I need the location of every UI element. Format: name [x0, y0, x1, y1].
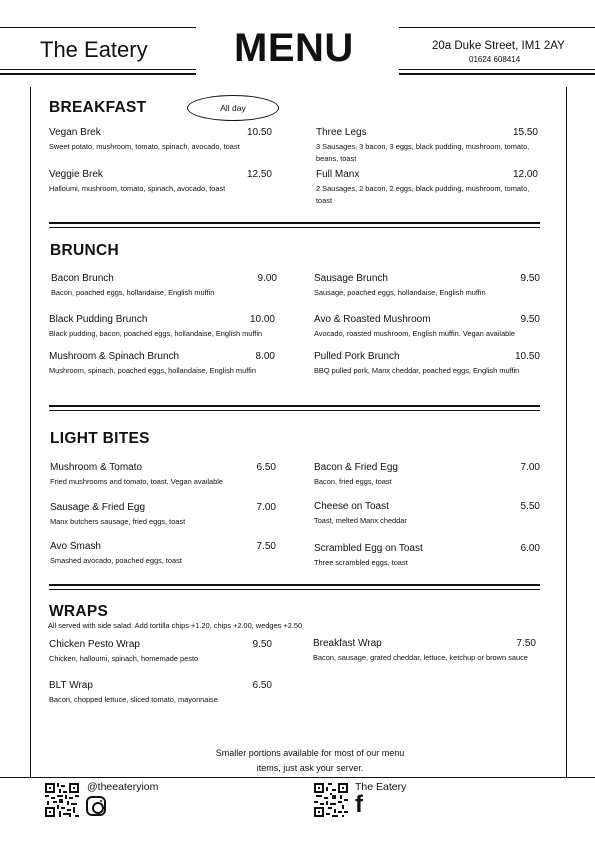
- item-name: BLT Wrap: [49, 680, 93, 691]
- section-divider: [49, 405, 540, 407]
- item-price: 5.50: [520, 501, 540, 512]
- header-rule-left-2: [0, 73, 196, 75]
- item-price: 6.50: [256, 462, 276, 473]
- badge-label: All day: [220, 103, 246, 113]
- item-description: Fried mushrooms and tomato, toast. Vegan available: [50, 477, 223, 486]
- item-name: Pulled Pork Brunch: [314, 351, 400, 362]
- item-description: Sausage, poached eggs, hollandaise, English muffin: [314, 288, 486, 297]
- item-price: 12.50: [246, 169, 272, 180]
- item-description: Bacon, sausage, grated cheddar, lettuce, ketchup or brown sauce: [313, 653, 528, 662]
- section-title-light-bites: LIGHT BITES: [50, 430, 150, 447]
- section-title-breakfast: BREAKFAST: [49, 99, 147, 116]
- item-name: Black Pudding Brunch: [49, 314, 148, 325]
- item-description: Sweet potato, mushroom, tomato, spinach, avocado, toast: [49, 142, 240, 151]
- item-price: 9.50: [252, 639, 272, 650]
- item-name: Cheese on Toast: [314, 501, 389, 512]
- item-name: Sausage Brunch: [314, 273, 388, 284]
- item-description: Toast, melted Manx cheddar: [314, 516, 407, 525]
- item-price: 7.50: [516, 638, 536, 649]
- item-price: 15.50: [512, 127, 538, 138]
- item-price: 7.00: [256, 502, 276, 513]
- item-name: Scrambled Egg on Toast: [314, 543, 423, 554]
- portions-note-line-1: Smaller portions available for most of our menu: [215, 748, 405, 758]
- item-name: Breakfast Wrap: [313, 638, 382, 649]
- right-border: [566, 87, 567, 777]
- portions-note-line-2: items, just ask your server.: [256, 762, 364, 773]
- item-description: 3 Sausages, 3 bacon, 3 eggs, black pudding, mushroom, tomato, beans, toast: [316, 142, 530, 163]
- section-title-brunch: BRUNCH: [50, 242, 119, 259]
- item-price: 8.00: [255, 351, 275, 362]
- qr-code-icon: [45, 783, 79, 817]
- address: 20a Duke Street, IM1 2AY: [432, 40, 565, 52]
- item-price: 10.00: [249, 314, 275, 325]
- item-description: Manx butchers sausage, fried eggs, toast: [50, 517, 186, 526]
- qr-code-icon: [314, 783, 348, 817]
- item-description: BBQ pulled pork, Manx cheddar, poached eggs, English muffin: [314, 366, 520, 375]
- item-name: Sausage & Fried Egg: [50, 502, 146, 513]
- facebook-icon[interactable]: f: [355, 791, 363, 818]
- item-name: Veggie Brek: [49, 169, 103, 180]
- item-description: Three scrambled eggs, toast: [314, 558, 408, 567]
- item-price: 10.50: [514, 351, 540, 362]
- header-rule-top-left: [0, 27, 196, 28]
- footer-rule: [0, 777, 595, 778]
- item-price: 9.50: [520, 273, 540, 284]
- phone-number: 01624 608414: [469, 55, 521, 64]
- section-divider: [49, 410, 540, 411]
- section-title-wraps: WRAPS: [49, 603, 109, 620]
- left-border: [30, 87, 31, 777]
- item-price: 9.50: [520, 314, 540, 325]
- item-description: Chicken, halloumi, spinach, homemade pesto: [49, 654, 199, 663]
- item-description: Mushroom, spinach, poached eggs, hollandaise, English muffin: [49, 366, 256, 375]
- item-description: Avocado, roasted mushroom, English muffin. Vegan available: [314, 329, 516, 338]
- facebook-page-name[interactable]: The Eatery: [355, 781, 407, 793]
- item-description: Black pudding, bacon, poached eggs, hollandaise, English muffin: [49, 329, 263, 338]
- brand-name: The Eatery: [40, 37, 148, 62]
- item-name: Bacon Brunch: [51, 273, 114, 284]
- item-name: Chicken Pesto Wrap: [49, 639, 140, 650]
- header-rule-left-1: [0, 69, 196, 70]
- item-description: Bacon, chopped lettuce, sliced tomato, mayonnaise: [49, 695, 218, 704]
- page-title: MENU: [234, 26, 354, 70]
- item-price: 10.50: [246, 127, 272, 138]
- item-price: 6.50: [252, 680, 272, 691]
- item-price: 7.00: [520, 462, 540, 473]
- item-price: 12.00: [512, 169, 538, 180]
- item-description: 2 Sausages, 2 bacon, 2 eggs, black pudding, mushroom, tomato, toast: [316, 184, 530, 205]
- item-name: Avo & Roasted Mushroom: [314, 314, 431, 325]
- item-name: Bacon & Fried Egg: [314, 462, 398, 473]
- item-description: Halloumi, mushroom, tomato, spinach, avocado, toast: [49, 184, 226, 193]
- section-divider: [49, 589, 540, 590]
- item-description: Bacon, fried eggs, toast: [314, 477, 392, 486]
- section-divider: [49, 584, 540, 586]
- section-divider: [49, 222, 540, 224]
- item-price: 9.00: [257, 273, 277, 284]
- instagram-handle[interactable]: @theeateryiom: [87, 781, 159, 793]
- item-name: Full Manx: [316, 169, 360, 180]
- header-rule-top-right: [399, 27, 595, 28]
- item-name: Vegan Brek: [49, 127, 101, 138]
- item-price: 7.50: [256, 541, 276, 552]
- item-description: Bacon, poached eggs, hollandaise, English muffin: [51, 288, 215, 297]
- item-description: Smashed avocado, poached eggs, toast: [50, 556, 182, 565]
- header-rule-right-1: [399, 69, 595, 70]
- wraps-note: All served with side salad. Add tortilla chips +1.20, chips +2.00, wedges +2.50: [48, 621, 303, 630]
- all-day-badge: [187, 95, 279, 121]
- item-name: Mushroom & Spinach Brunch: [49, 351, 180, 362]
- header-rule-right-2: [399, 73, 595, 75]
- portions-note: [160, 746, 460, 775]
- item-name: Avo Smash: [50, 541, 101, 552]
- item-name: Three Legs: [316, 127, 367, 138]
- instagram-icon[interactable]: [86, 796, 106, 816]
- item-price: 6.00: [520, 543, 540, 554]
- section-divider: [49, 227, 540, 228]
- item-name: Mushroom & Tomato: [50, 462, 143, 473]
